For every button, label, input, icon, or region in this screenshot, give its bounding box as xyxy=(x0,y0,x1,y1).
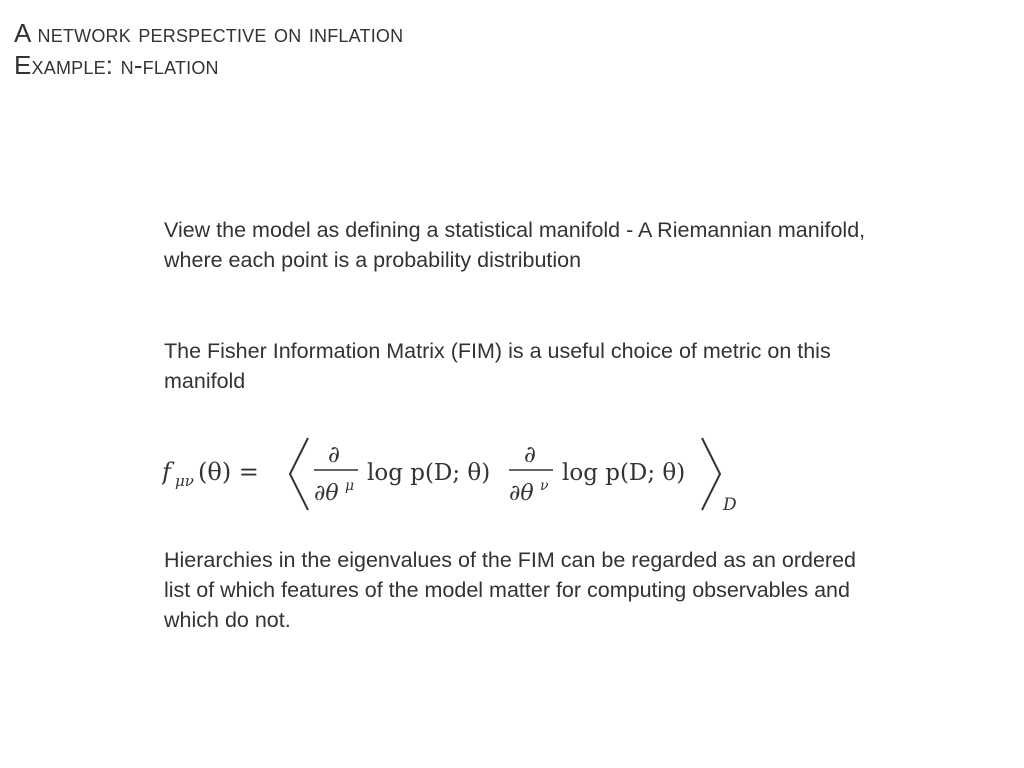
title-line-2: Example: n-flation xyxy=(14,50,219,80)
numerator-partial-2: ∂ xyxy=(524,442,536,468)
paragraph-manifold: View the model as defining a statistical manifold - A Riemannian manifold, where each point is a probability distribution xyxy=(164,218,866,272)
denominator-2-superscript: ν xyxy=(540,478,549,494)
log-term-2: log p(D; θ) xyxy=(562,460,686,486)
lhs-f: f xyxy=(162,458,171,486)
lhs-argument: (θ) = xyxy=(198,458,259,486)
title-line-1: A network perspective on inflation xyxy=(14,18,404,48)
denominator-2: ∂θ xyxy=(509,481,534,506)
denominator-1-superscript: μ xyxy=(345,478,355,494)
paragraph-eigenvalues: Hierarchies in the eigenvalues of the FIM can be regarded as an ordered list of which features of the model matter for computing observables and which do not. xyxy=(164,548,856,632)
expectation-subscript: D xyxy=(723,495,737,515)
fisher-metric-equation xyxy=(162,428,782,528)
equation-svg xyxy=(162,428,782,528)
left-angle-bracket xyxy=(290,438,308,510)
log-term-1: log p(D; θ) xyxy=(367,460,491,486)
lhs-indices: μν xyxy=(175,472,194,490)
paragraph-fim: The Fisher Information Matrix (FIM) is a useful choice of metric on this manifold xyxy=(164,339,831,393)
numerator-partial-1: ∂ xyxy=(328,442,340,468)
denominator-1: ∂θ xyxy=(314,481,339,506)
right-angle-bracket xyxy=(702,438,720,510)
slide-title xyxy=(14,17,403,81)
